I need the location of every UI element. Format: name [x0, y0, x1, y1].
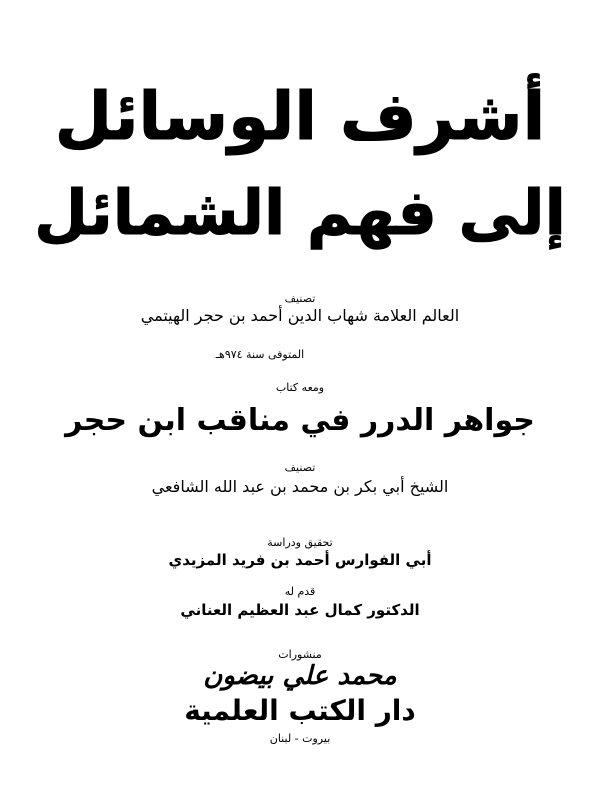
publisher-location: بيروت - لبنان: [269, 732, 331, 745]
book-title-line-2: إلى فهم الشمائل: [34, 176, 566, 249]
companion-label: ومعه كتاب: [275, 381, 325, 394]
companion-title: جواهر الدرر في مناقب ابن حجر: [65, 403, 535, 438]
publisher-label: منشورات: [278, 648, 322, 661]
companion-author-label: تصنيف: [284, 461, 316, 474]
editor-label: تحقيق ودراسة: [267, 536, 333, 549]
book-title-line-1: أشرف الوسائل: [54, 78, 546, 155]
introduction-label: قدم له: [284, 585, 316, 598]
editor-name: أبي الفوارس أحمد بن فريد المزيدي: [168, 551, 432, 569]
publisher-name: دار الكتب العلمية: [184, 694, 416, 727]
companion-author-name: الشيخ أبي بكر بن محمد بن عبد الله الشافعي: [151, 477, 449, 496]
author-name: العالم العلامة شهاب الدين أحمد بن حجر الهيتمي: [140, 306, 460, 325]
introduction-name: الدكتور كمال عبد العظيم العناني: [180, 601, 420, 619]
publisher-signature: محمد علي بيضون: [203, 661, 397, 691]
authorship-label: تصنيف: [284, 292, 316, 305]
author-death-date: المتوفى سنة ٩٧٤هـ: [215, 348, 305, 361]
